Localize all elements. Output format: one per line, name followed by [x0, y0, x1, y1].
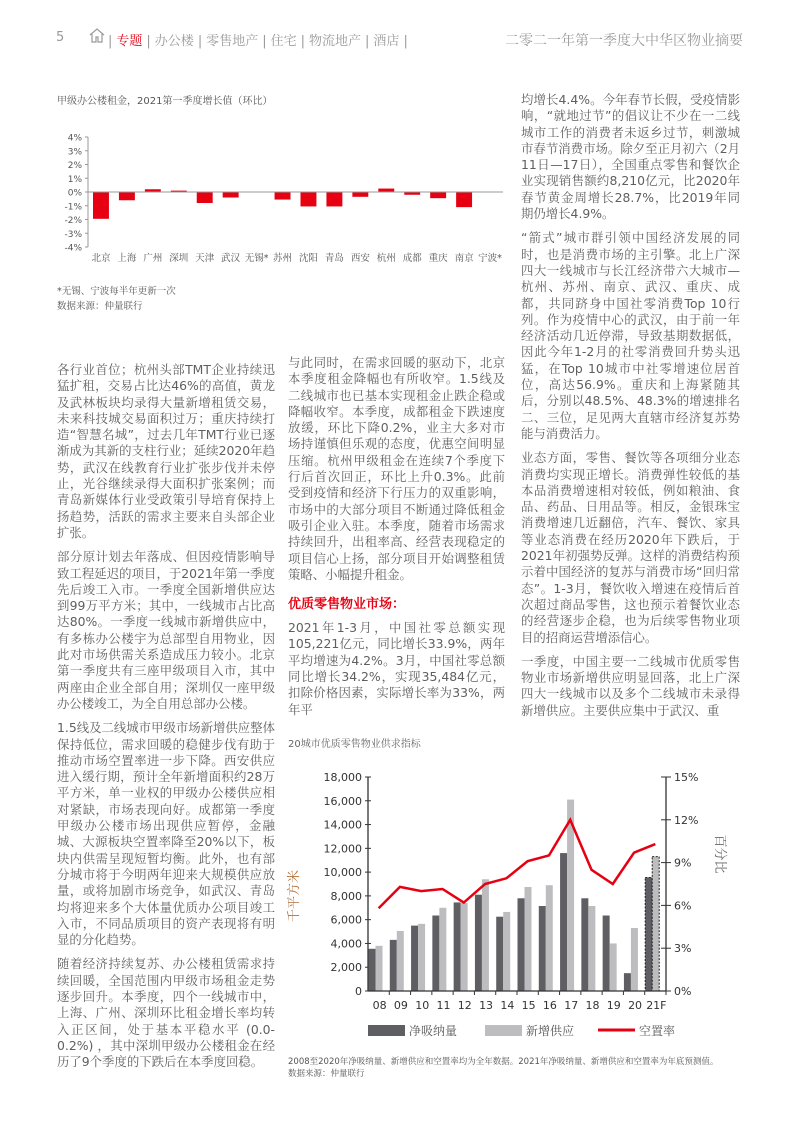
bar-net-absorption-17 — [560, 853, 567, 991]
bar-new-supply-15 — [525, 887, 532, 991]
x-tick-label: 沈阳 — [298, 253, 318, 264]
nav-item[interactable]: 酒店 — [373, 34, 400, 49]
bar-net-absorption-15 — [518, 898, 525, 991]
right-paragraph-4: 一季度，中国主要一二线城市优质零售物业市场新增供应明显回落，北上广深四大一线城市以及多个二线城市未录得新增供应。主要供应集中于武汉、重 — [521, 653, 740, 718]
x-tick-label: 深圳 — [169, 253, 189, 264]
x-tick-label: 西安 — [350, 253, 370, 264]
legend-swatch-new-supply — [485, 1025, 522, 1036]
chart2-footnote: 2008至2020年净吸纳量、新增供应和空置率均为全年数据。2021年净吸纳量、新增供应和空置率为年底预测值。 — [288, 1056, 719, 1067]
bar-new-supply-10 — [418, 924, 425, 991]
y-tick-label: 16,000 — [323, 794, 362, 808]
nav-item[interactable]: 办公楼 — [154, 34, 194, 49]
y-tick-label: 2,000 — [330, 961, 362, 975]
bar-new-supply-20 — [631, 928, 638, 991]
left-paragraph-1: 各行业首位；杭州头部TMT企业持续迅猛扩租，交易占比达46%的高值，黄龙及武林板块均录得大量新增租赁交易，未来科技城交易面积过万；重庆持续打造“智慧名城”，过去几年TMT行业已逐渐成为其新的支柱行业；延续2020年趋势，武汉在线教育行业扩张步伐并未停止，光谷继续录得大面积扩张案例；而青岛新媒体行业受政策引导培育保持上扬趋势，活跃的需求主要来自头部企业扩张。 — [57, 362, 275, 540]
x-tick-label: 武汉 — [221, 253, 241, 264]
chart1-title: 甲级办公楼租金，2021第一季度增长值（环比） — [57, 96, 273, 107]
x-tick-label: 12 — [457, 998, 472, 1012]
legend-label: 新增供应 — [526, 1023, 575, 1038]
report-title: 二零二一年第一季度大中华区物业摘要 — [505, 33, 743, 49]
right-paragraph-1: 均增长4.4%。今年春节长假，受疫情影响，“就地过节”的倡议让不少在一二线城市工作的消费者未返乡过节，刺激城市春节消费市场。除夕至正月初六（2月11日—17日），全国重点零售和餐饮企业实现销售额约8,210亿元，比2020年春节黄金周增长28.7%，比2019年同期仍增长4.9%。 — [521, 92, 740, 222]
bar-new-supply-18 — [588, 906, 595, 991]
bar-苏州 — [275, 192, 291, 200]
nav-item[interactable]: 专题 — [116, 34, 143, 49]
bar-net-absorption-20 — [624, 973, 631, 991]
y-tick-label: 6,000 — [330, 913, 362, 927]
chart2-source: 数据来源：仲量联行 — [288, 1068, 365, 1079]
nav-divider: | — [365, 34, 370, 49]
x-tick-label: 成都 — [402, 253, 422, 264]
section-heading-retail: 优质零售物业市场： — [288, 597, 406, 613]
x-tick-label: 广州 — [143, 253, 163, 264]
bar-net-absorption-21F — [645, 877, 652, 991]
left-paragraph-3: 1.5线及二线城市甲级市场新增供应整体保持低位，需求回暖的稳健步伐有助于推动市场空置率进一步下降。西安供应进入缓行期，预计全年新增面积约28万平方米，单一业权的甲级办公楼供应相对紧缺，市场表现向好。成都第一季度甲级办公楼市场出现供应暂停，金融城、大源板块空置率降至20%以下，板块内供需呈现短暂均衡。此外，也有部分城市将于今明两年迎来大规模供应放量，或将加剧市场竞争，如武汉、青岛均将迎来多个大体量优质办公项目竣工入市，不同品质项目的资产表现将有明显的分化趋势。 — [57, 720, 275, 948]
x-tick-label: 11 — [436, 998, 451, 1012]
bar-西安 — [352, 192, 368, 197]
y-tick-label: 0 — [355, 984, 362, 998]
nav-divider: | — [197, 34, 203, 49]
y2-tick-label: 6% — [674, 899, 692, 913]
bar-new-supply-13 — [482, 879, 489, 991]
x-tick-label: 21F — [646, 998, 667, 1012]
y2-tick-label: 12% — [674, 813, 699, 827]
legend-label: 净吸纳量 — [409, 1023, 458, 1038]
bar-net-absorption-19 — [603, 915, 610, 990]
bar-上海 — [119, 192, 135, 200]
x-tick-label: 天津 — [195, 253, 215, 264]
vacancy-rate-line — [379, 820, 656, 908]
x-tick-label: 杭州 — [376, 253, 396, 264]
nav-divider: | — [108, 34, 113, 49]
middle-paragraph-1: 与此同时，在需求回暖的驱动下，北京本季度租金降幅也有所收窄。1.5线及二线城市也已基本实现租金止跌企稳或降幅收窄。本季度，成都租金下跌速度放缓，环比下降0.2%，业主大多对市场持谨慎但乐观的态度，优惠空间明显压缩。杭州甲级租金在连续7个季度下行后首次回正，环比上升0.3%。此前受到疫情和经济下行压力的双重影响，市场中的大部分项目不断通过降低租金吸引企业入驻。本季度，随着市场需求持续回升，出租率高、经营表现稳定的项目信心上扬，部分项目开始调整租赁策略、小幅提升租金。 — [288, 355, 505, 582]
x-tick-label: 08 — [372, 998, 387, 1012]
x-tick-label: 青岛 — [324, 253, 344, 264]
page-number: 5 — [56, 30, 65, 45]
bar-net-absorption-13 — [475, 895, 482, 991]
y2-axis-title: 百分比 — [712, 834, 727, 874]
y2-tick-label: 0% — [674, 984, 692, 998]
bar-new-supply-09 — [397, 931, 404, 991]
section-nav — [108, 30, 412, 49]
chart1-footnote: *无锡、宁波每半年更新一次 — [57, 286, 176, 297]
bar-南京 — [456, 192, 472, 207]
x-tick-label: 14 — [500, 998, 515, 1012]
nav-item[interactable]: 住宅 — [270, 34, 297, 49]
x-tick-label: 上海 — [117, 253, 137, 264]
bar-重庆 — [430, 192, 446, 198]
y-tick-label: 3% — [67, 147, 82, 158]
y-tick-label: 4,000 — [330, 937, 362, 951]
x-tick-label: 宁波* — [478, 253, 502, 264]
legend-swatch-net-absorption — [368, 1025, 405, 1036]
left-column — [57, 362, 275, 1078]
right-column — [521, 92, 740, 727]
y-tick-label: -1% — [64, 202, 82, 213]
home-icon[interactable] — [88, 27, 106, 48]
chart2-title: 20城市优质零售物业供求指标 — [288, 738, 421, 750]
x-tick-label: 10 — [415, 998, 430, 1012]
bar-net-absorption-11 — [432, 915, 439, 990]
x-tick-label: 重庆 — [428, 253, 448, 264]
rent-growth-chart — [50, 125, 510, 270]
bar-new-supply-21F — [652, 857, 659, 991]
y-tick-label: 4% — [67, 133, 82, 144]
bar-net-absorption-16 — [539, 906, 546, 991]
left-paragraph-4: 随着经济持续复苏、办公楼租赁需求持续回暖，全国范围内甲级市场租金走势逐步回升。本季度，四个一线城市中，上海、广州、深圳环比租金增长率均转入正区间，处于基本平稳水平 (0.0-0.2%) ，其中深圳甲级办公楼租金在经历了9个季度的下跌后在本季度回稳。 — [57, 956, 275, 1070]
y-axis-title: 千平方米 — [287, 869, 302, 922]
y-tick-label: 14,000 — [323, 818, 362, 832]
x-tick-label: 13 — [479, 998, 494, 1012]
y2-tick-label: 3% — [674, 942, 692, 956]
bar-沈阳 — [301, 192, 317, 206]
bar-net-absorption-09 — [390, 940, 397, 991]
x-tick-label: 20 — [628, 998, 643, 1012]
y-tick-label: 8,000 — [330, 889, 362, 903]
y-tick-label: 2% — [67, 161, 82, 171]
y-tick-label: 18,000 — [323, 770, 362, 784]
bar-天津 — [197, 192, 213, 203]
bar-杭州 — [378, 189, 394, 192]
right-paragraph-2: “箭式”城市群引领中国经济发展的同时，也是消费市场的主引擎。北上广深四大一线城市与长江经济带六大城市—杭州、苏州、南京、武汉、重庆、成都，共同跻身中国社零消费Top 10行列。作为疫情中心的武汉，由于前一年经济活动几近停滞，导致基期数据低，因此今年1-2月的社零消费回升势头迅猛，在Top 10城市中社零增速位居首位，高达56.9%。重庆和上海紧随其后，分别以48.5%、48.3%的增速排名二、三位，足见两大直辖市经济复苏势能与消费活力。 — [521, 230, 740, 441]
x-tick-label: 15 — [521, 998, 536, 1012]
y-tick-label: 0% — [67, 188, 82, 199]
bar-new-supply-14 — [503, 912, 510, 991]
y-tick-label: -2% — [64, 216, 82, 226]
x-tick-label: 南京 — [454, 253, 474, 264]
nav-divider: | — [146, 34, 151, 49]
x-tick-label: 18 — [585, 998, 600, 1012]
x-tick-label: 北京 — [91, 253, 111, 264]
middle-paragraph-2: 2021年1-3月，中国社零总额实现105,221亿元，同比增长33.9%，两年平均增速为4.2%。3月，中国社零总额同比增长34.2%，实现35,484亿元，扣除价格因素，实际增长率为33%，两年平 — [288, 620, 505, 717]
bar-new-supply-16 — [546, 885, 553, 991]
x-tick-label: 无锡* — [244, 253, 269, 264]
x-tick-label: 09 — [393, 998, 408, 1012]
bar-北京 — [93, 192, 109, 219]
chart1-source: 数据来源：仲量联行 — [57, 301, 143, 312]
x-tick-label: 19 — [606, 998, 621, 1012]
bar-net-absorption-10 — [411, 926, 418, 991]
y-tick-label: 12,000 — [323, 842, 362, 856]
y2-tick-label: 15% — [674, 770, 699, 784]
x-tick-label: 苏州 — [273, 253, 293, 264]
x-tick-label: 17 — [564, 998, 579, 1012]
legend-label: 空置率 — [639, 1023, 676, 1038]
bar-net-absorption-14 — [496, 917, 503, 991]
y-tick-label: -3% — [64, 229, 82, 240]
right-paragraph-3: 业态方面，零售、餐饮等各项细分业态消费均实现正增长。消费弹性较低的基本品消费增速相对较低，例如粮油、食品、药品、日用品等。相反，金银珠宝消费增速几近翻倍，汽车、餐饮、家具等业态消费在经历2020年下跌后，于2021年初强势反弹。这样的消费结构预示着中国经济的复苏与消费市场“回归常态”。1-3月，餐饮收入增速在疫情后首次超过商品零售，这也预示着餐饮业态的经营逐步企稳，也为后续零售物业项目的招商运营增添信心。 — [521, 450, 740, 645]
nav-item[interactable]: 物流地产 — [309, 34, 362, 49]
retail-supply-demand-chart — [280, 760, 760, 1050]
bar-new-supply-12 — [461, 903, 468, 991]
y-tick-label: -4% — [64, 243, 82, 254]
bar-武汉 — [223, 192, 239, 198]
bar-new-supply-11 — [439, 908, 446, 991]
left-paragraph-2: 部分原计划去年落成、但因疫情影响导致工程延迟的项目，于2021年第一季度先后竣工入市。一季度全国新增供应达到99万平方米；其中，一线城市占比高达80%。一季度一线城市新增供应中，有多栋办公楼宇为总部型自用物业，因此对市场供需关系造成压力较小。北京第一季度共有三座甲级项目入市，其中两座由企业全部自用；深圳仅一座甲级办公楼竣工，为全自用总部办公楼。 — [57, 549, 275, 711]
nav-divider: | — [300, 34, 306, 49]
bar-new-supply-19 — [610, 943, 617, 991]
y-tick-label: 10,000 — [323, 866, 362, 880]
nav-item[interactable]: 零售地产 — [206, 34, 259, 49]
bar-net-absorption-18 — [581, 898, 588, 991]
nav-divider: | — [262, 34, 267, 49]
nav-divider: | — [403, 34, 408, 49]
bar-青岛 — [326, 192, 342, 206]
bar-net-absorption-12 — [454, 902, 461, 991]
bar-net-absorption-08 — [369, 949, 376, 991]
x-tick-label: 16 — [542, 998, 557, 1012]
y-tick-label: 1% — [67, 174, 82, 185]
bar-new-supply-08 — [376, 946, 383, 991]
y2-tick-label: 9% — [674, 856, 692, 870]
